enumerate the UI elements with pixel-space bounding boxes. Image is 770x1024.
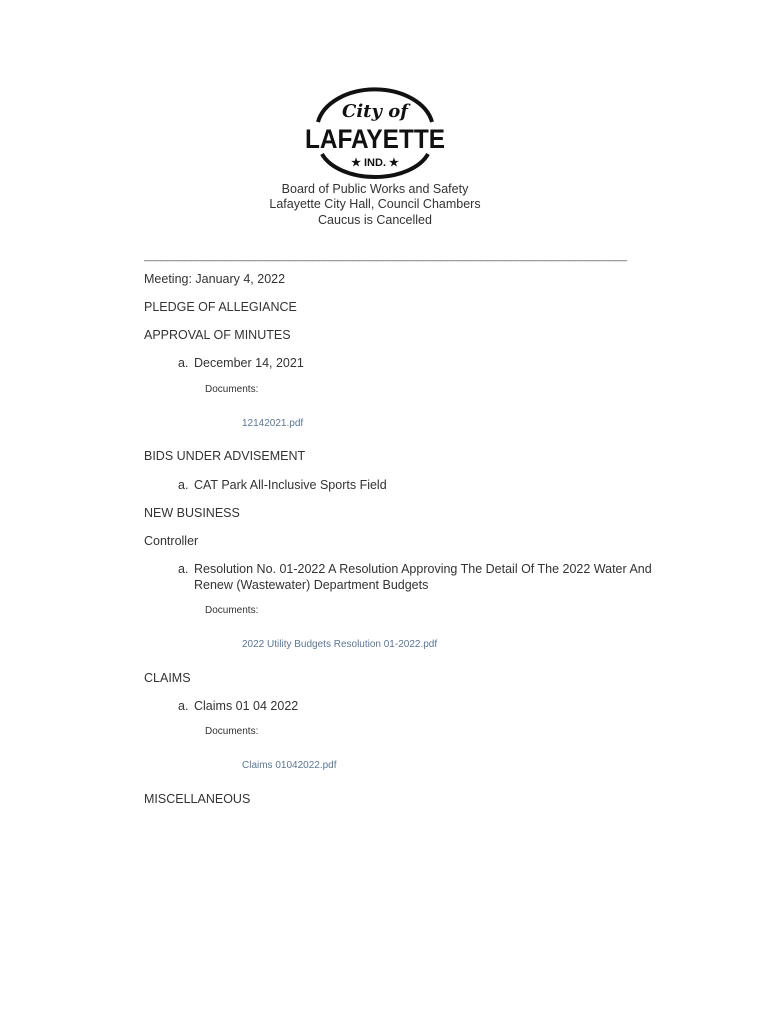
meeting-location: Lafayette City Hall, Council Chambers: [269, 197, 481, 211]
resolution-document-link[interactable]: 2022 Utility Budgets Resolution 01-2022.pdf: [242, 639, 438, 650]
logo-lafayette-text: LAFAYETTE: [305, 124, 445, 154]
section-approval-of-minutes: APPROVAL OF MINUTES: [144, 328, 291, 342]
city-of-lafayette-logo: [300, 84, 450, 182]
subsection-controller: Controller: [144, 534, 199, 548]
claims-item: Claims 01 04 2022: [194, 699, 299, 713]
list-marker: a.: [178, 699, 189, 713]
claims-document-link[interactable]: Claims 01042022.pdf: [242, 760, 337, 771]
divider-line: ___________________________________________________________________________________: [144, 250, 627, 262]
documents-label: Documents:: [205, 384, 259, 395]
bids-item: CAT Park All-Inclusive Sports Field: [194, 478, 387, 492]
board-title: Board of Public Works and Safety: [281, 182, 469, 196]
resolution-item-line2: Renew (Wastewater) Department Budgets: [194, 578, 429, 592]
caucus-status: Caucus is Cancelled: [318, 213, 432, 227]
section-new-business: NEW BUSINESS: [144, 506, 240, 520]
logo-city-of-text: City of: [342, 101, 408, 122]
list-marker: a.: [178, 562, 189, 576]
section-bids-under-advisement: BIDS UNDER ADVISEMENT: [144, 449, 306, 463]
section-pledge: PLEDGE OF ALLEGIANCE: [144, 300, 297, 314]
section-miscellaneous: MISCELLANEOUS: [144, 792, 251, 806]
section-claims: CLAIMS: [144, 671, 191, 685]
list-marker: a.: [178, 478, 189, 492]
minutes-document-link[interactable]: 12142021.pdf: [242, 418, 304, 429]
minutes-item: December 14, 2021: [194, 356, 304, 370]
documents-label: Documents:: [205, 605, 259, 616]
resolution-item-line1: Resolution No. 01-2022 A Resolution Approving The Detail Of The 2022 Water And: [194, 562, 652, 576]
documents-label: Documents:: [205, 726, 259, 737]
logo-ind-text: ★ IND. ★: [351, 157, 399, 169]
meeting-date: Meeting: January 4, 2022: [144, 272, 286, 286]
list-marker: a.: [178, 356, 189, 370]
